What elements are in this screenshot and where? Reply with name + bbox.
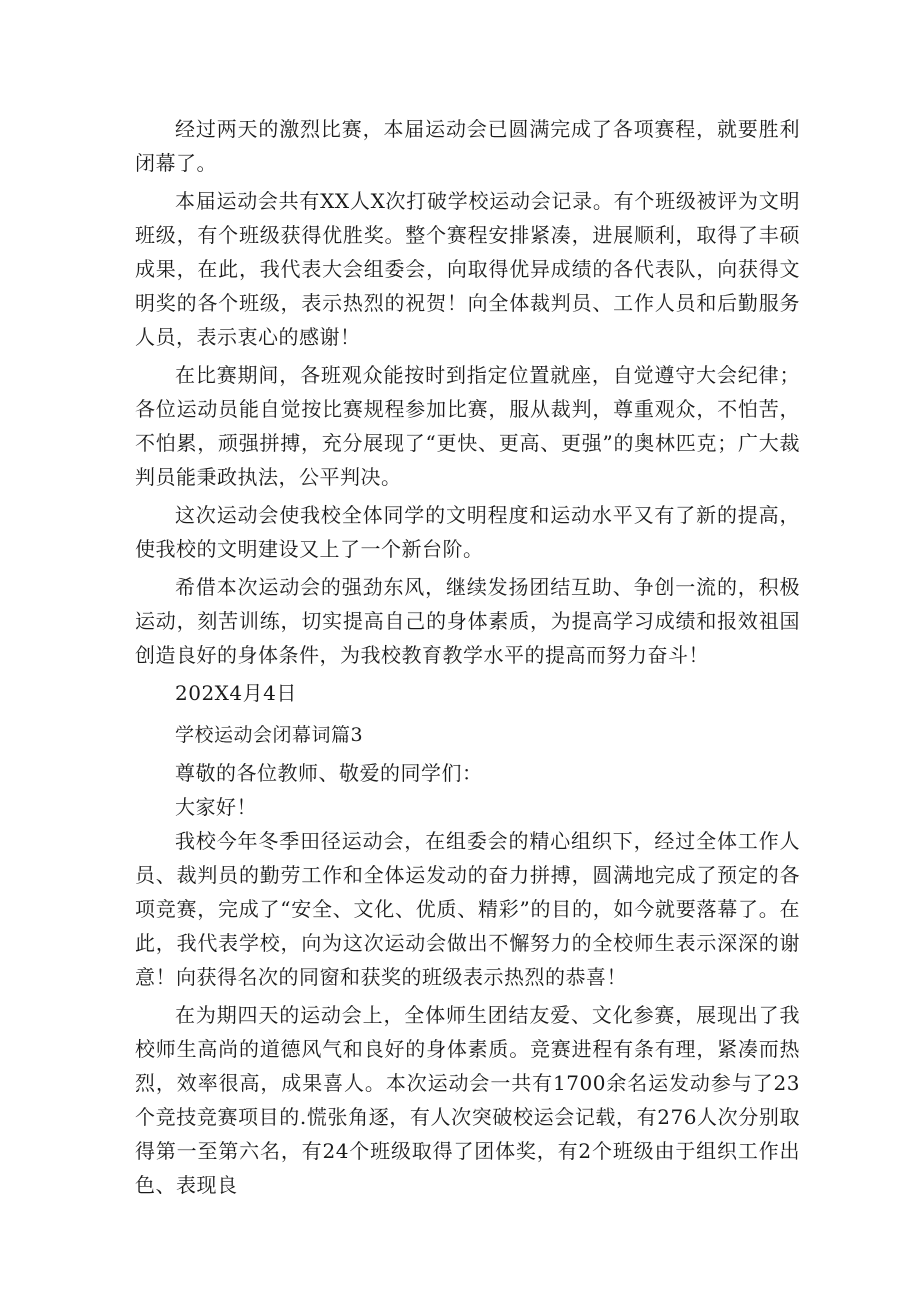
paragraph-1: 经过两天的激烈比赛，本届运动会已圆满完成了各项赛程，就要胜利闭幕了。 xyxy=(135,117,800,175)
paragraph-6: 我校今年冬季田径运动会，在组委会的精心组织下，经过全体工作人员、裁判员的勤劳工作和全体运发动的奋力拼搏，圆满地完成了预定的各项竞赛，完成了“安全、文化、优质、精彩”的目的，如今就要落幕了。在此，我代表学校，向为这次运动会做出不懈努力的全校师生表示深深的谢意！向获得名次的同窗和获奖的班级表示热烈的恭喜！ xyxy=(135,829,800,989)
greeting: 大家好！ xyxy=(175,795,257,819)
section-title: 学校运动会闭幕词篇3 xyxy=(175,724,364,746)
salutation: 尊敬的各位教师、敬爱的同学们： xyxy=(175,761,483,785)
paragraph-2: 本届运动会共有XX人X次打破学校运动会记录。有个班级被评为文明班级，有个班级获得优胜奖。整个赛程安排紧凑，进展顺利，取得了丰硕成果，在此，我代表大会组委会，向取得优异成绩的各代表队，向获得文明奖的各个班级，表示热烈的祝贺！向全体裁判员、工作人员和后勤服务人员，表示衷心的感谢！ xyxy=(135,189,800,349)
paragraph-4: 这次运动会使我校全体同学的文明程度和运动水平又有了新的提高，使我校的文明建设又上了一个新台阶。 xyxy=(135,503,800,561)
paragraph-7: 在为期四天的运动会上，全体师生团结友爱、文化参赛，展现出了我校师生高尚的道德风气和良好的身体素质。竞赛进程有条有理，紧凑而热烈，效率很高，成果喜人。本次运动会一共有1700余名运发动参与了23个竞技竞赛项目的.慌张角逐，有人次突破校运会记载，有276人次分别取得第一至第六名，有24个班级取得了团体奖，有2个班级由于组织工作出色、表现良 xyxy=(135,1003,800,1197)
date-line: 202X4月4日 xyxy=(175,681,297,705)
paragraph-3: 在比赛期间，各班观众能按时到指定位置就座，自觉遵守大会纪律；各位运动员能自觉按比赛规程参加比赛，服从裁判，尊重观众，不怕苦，不怕累，顽强拼搏，充分展现了“更快、更高、更强”的奥林匹克；广大裁判员能秉政执法，公平判决。 xyxy=(135,363,800,489)
paragraph-5: 希借本次运动会的强劲东风，继续发扬团结互助、争创一流的，积极运动，刻苦训练，切实提高自己的身体素质，为提高学习成绩和报效祖国创造良好的身体条件，为我校教育教学水平的提高而努力奋斗！ xyxy=(135,575,800,667)
document-body xyxy=(135,112,800,1206)
